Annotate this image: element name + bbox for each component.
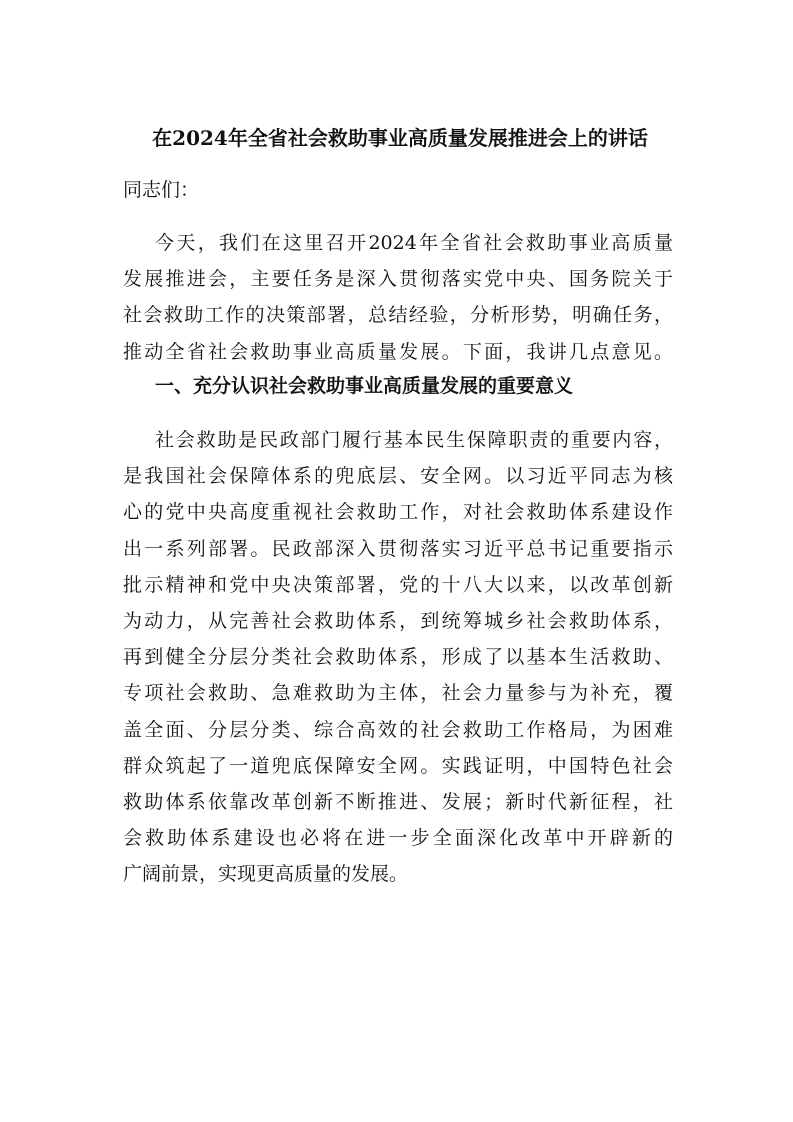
body-line: 群众筑起了一道兜底保障安全网。实践证明，中国特色社会 bbox=[123, 754, 673, 777]
body-line: 广阔前景，实现更高质量的发展。 bbox=[123, 863, 409, 886]
intro-line: 推动全省社会救助事业高质量发展。下面，我讲几点意见。 bbox=[123, 340, 673, 363]
salutation: 同志们： bbox=[123, 179, 200, 201]
body-line: 专项社会救助、急难救助为主体，社会力量参与为补充，覆 bbox=[123, 682, 673, 705]
body-line: 社会救助是民政部门履行基本民生保障职责的重要内容， bbox=[155, 429, 673, 451]
body-line: 批示精神和党中央决策部署，党的十八大以来，以改革创新 bbox=[123, 573, 673, 596]
body-line: 救助体系依靠改革创新不断推进、发展；新时代新征程，社 bbox=[123, 790, 673, 813]
body-line: 会救助体系建设也必将在进一步全面深化改革中开辟新的 bbox=[123, 827, 673, 850]
document-title: 在2024年全省社会救助事业高质量发展推进会上的讲话 bbox=[152, 126, 648, 150]
body-line: 心的党中央高度重视社会救助工作，对社会救助体系建设作 bbox=[123, 501, 673, 524]
body-line: 再到健全分层分类社会救助体系，形成了以基本生活救助、 bbox=[123, 646, 673, 669]
intro-line: 社会救助工作的决策部署，总结经验，分析形势，明确任务， bbox=[123, 304, 673, 327]
body-line: 是我国社会保障体系的兜底层、安全网。以习近平同志为核 bbox=[123, 465, 673, 488]
body-line: 出一系列部署。民政部深入贯彻落实习近平总书记重要指示 bbox=[123, 537, 673, 560]
intro-line: 发展推进会，主要任务是深入贯彻落实党中央、国务院关于 bbox=[123, 268, 673, 291]
section1-paragraph bbox=[123, 422, 673, 892]
intro-paragraph bbox=[123, 225, 673, 370]
intro-line: 今天，我们在这里召开2024年全省社会救助事业高质量 bbox=[155, 232, 673, 254]
body-line: 盖全面、分层分类、综合高效的社会救助工作格局，为困难 bbox=[123, 718, 673, 741]
section-heading: 一、充分认识社会救助事业高质量发展的重要意义 bbox=[155, 375, 574, 397]
body-line: 为动力，从完善社会救助体系，到统筹城乡社会救助体系， bbox=[123, 609, 673, 632]
